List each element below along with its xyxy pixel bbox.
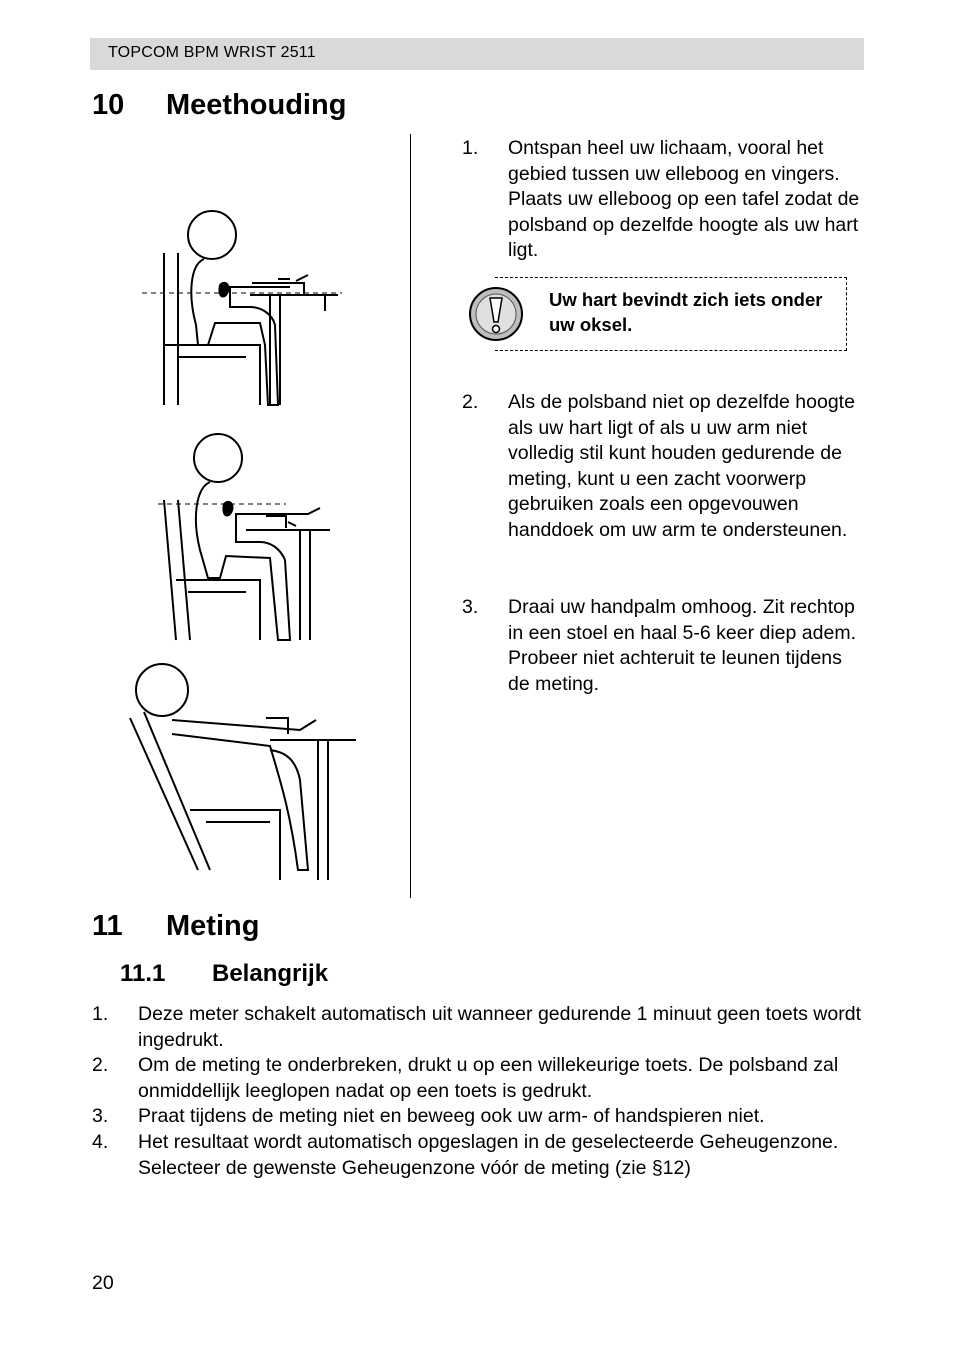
item-text: Praat tijdens de meting niet en beweeg ook uw arm- of handspieren niet. [138,1105,765,1128]
step-number: 3. [462,596,479,618]
column-divider [410,134,411,898]
item-text: Het resultaat wordt automatisch opgeslagen in de geselecteerde Geheugenzone. Selecteer de gewenste Geheugenzone vóór de meting (zie §12) [138,1130,839,1179]
item-text: Deze meter schakelt automatisch uit wanneer gedurende 1 minuut geen toets wordt ingedrukt. [138,1003,861,1051]
list-item [92,1002,872,1053]
subsection-title: Belangrijk [212,960,329,987]
step-number: 2. [462,391,479,413]
section-number: 11 [92,910,123,942]
header-bar [90,38,864,70]
posture-illustration [120,195,370,895]
figure-leaning-back [130,664,356,880]
page-number: 20 [92,1272,114,1294]
item-text: Om de meting te onderbreken, drukt u op een willekeurige toets. De polsband zal onmiddellijk leeglopen nadat op een toets is gedrukt. [138,1054,839,1102]
step-text: Als de polsband niet op dezelfde hoogte als uw hart ligt of als u uw arm niet volledig stil kunt houden gedurende de meting, kunt u een zacht voorwerp gebruiken zoals een opgevouwen handdoek om uw arm te ondersteunen. [508,391,855,541]
subsection-11-1-heading [120,960,520,990]
figure-sitting-upright [142,211,342,405]
item-number: 3. [92,1105,109,1128]
list-item [92,1130,872,1181]
item-number: 2. [92,1054,109,1077]
step-text: Ontspan heel uw lichaam, vooral het gebied tussen uw elleboog en vingers. Plaats uw elleboog op een tafel zodat de polsband op dezelfde hoogte als uw hart ligt. [508,137,860,262]
section-11-heading [92,910,492,946]
list-item [92,1053,872,1104]
important-list [92,1002,872,1181]
item-number: 1. [92,1003,109,1025]
section-number: 10 [92,89,125,121]
item-number: 4. [92,1130,109,1153]
step-text: Draai uw handpalm omhoog. Zit rechtop in een stoel en haal 5-6 keer diep adem. Probeer niet achteruit te leunen tijdens de meting. [508,596,856,695]
section-10-heading [92,89,492,125]
section-title: Meting [166,910,260,942]
list-item [92,1104,872,1130]
subsection-number: 11.1 [120,960,166,987]
product-name: TOPCOM BPM WRIST 2511 [108,44,316,61]
step-number: 1. [462,137,479,159]
note-text: Uw hart bevindt zich iets onder uw oksel. [549,289,823,335]
exclamation-icon [468,286,524,342]
figure-arm-supported [158,434,330,640]
section-title: Meethouding [166,89,347,121]
